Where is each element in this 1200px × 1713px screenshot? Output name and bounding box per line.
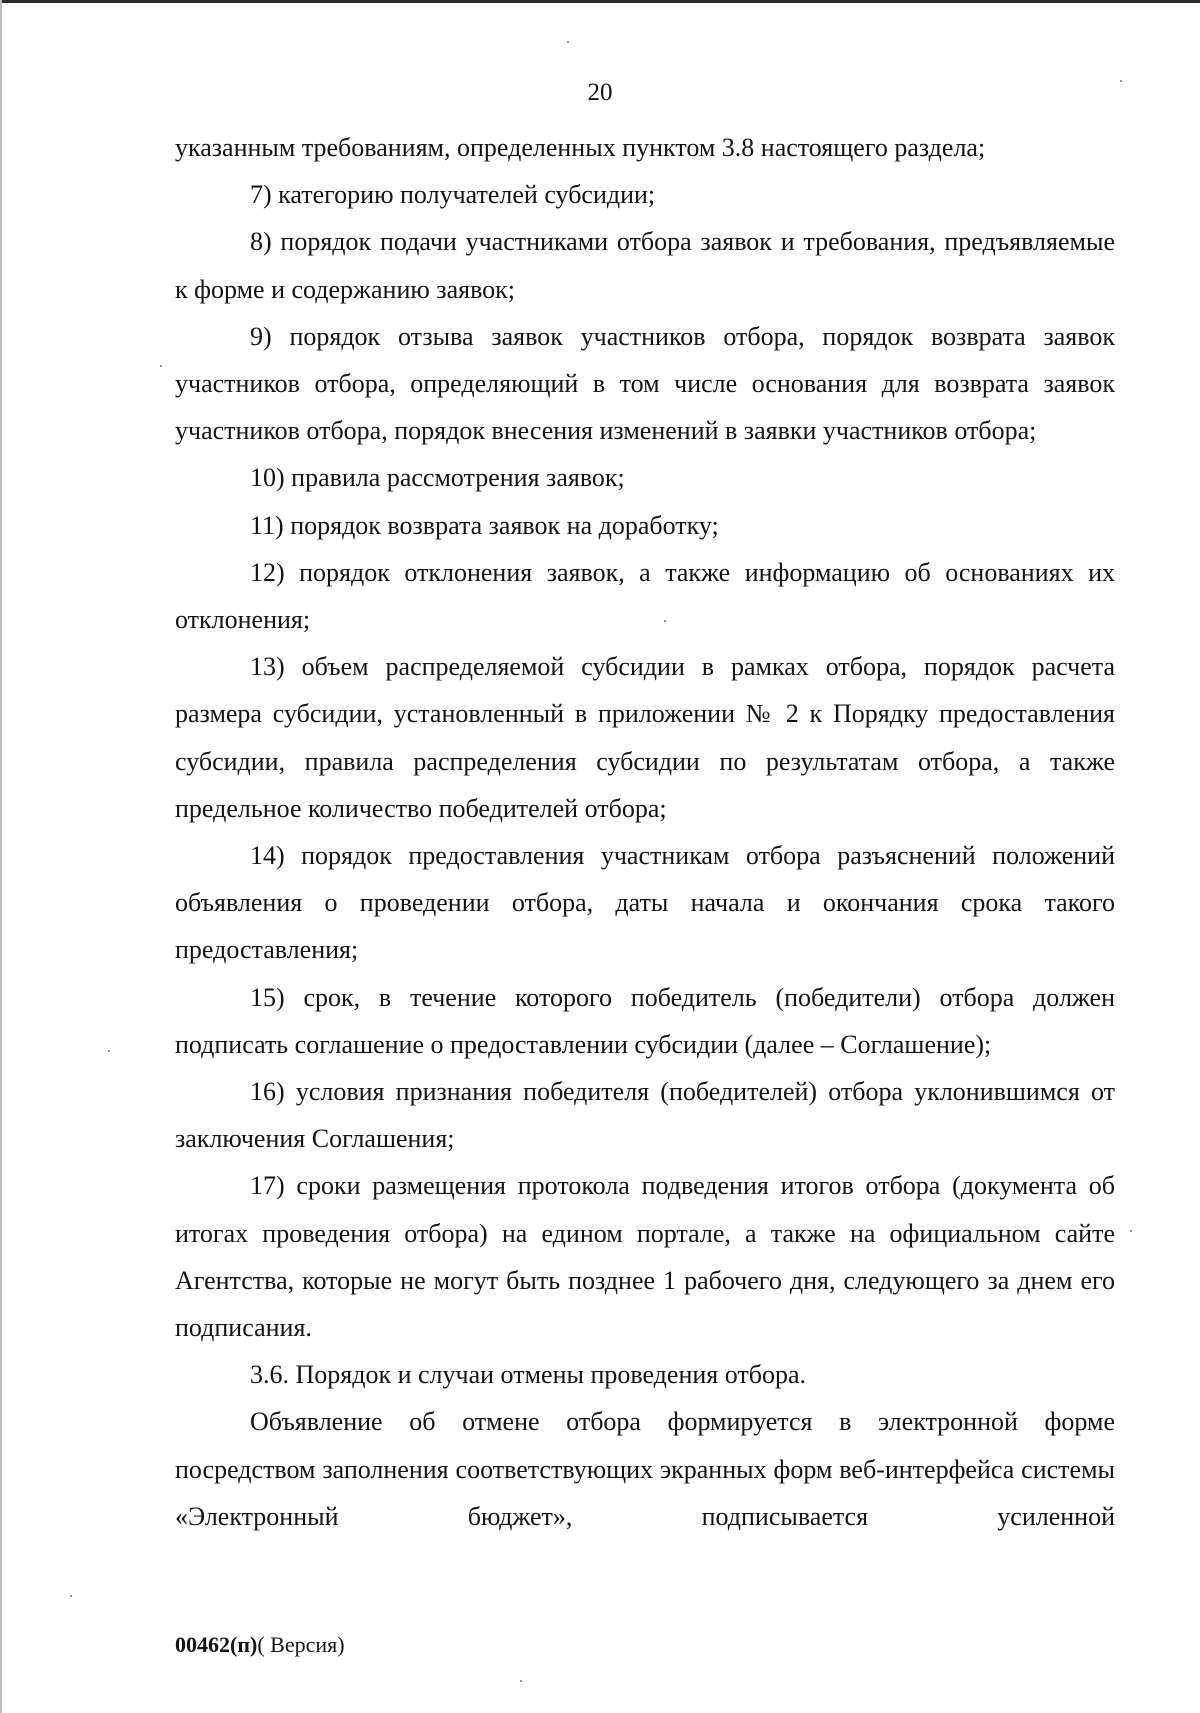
scan-speck bbox=[520, 1680, 522, 1682]
page-number: 20 bbox=[587, 79, 613, 106]
scan-speck bbox=[1130, 1230, 1132, 1232]
scan-speck bbox=[567, 41, 569, 43]
scan-top-edge bbox=[0, 0, 1200, 3]
paragraph: 8) порядок подачи участниками отбора заявок и требования, предъявляемые к форме и содержанию заявок; bbox=[175, 227, 1115, 304]
paragraph: 17) сроки размещения протокола подведения итогов отбора (документа об итогах проведения отбора) на едином портале, а также на официальном сайте Агентства, которые не могут быть позднее 1 рабочего дня, следующего за днем его подписания. bbox=[175, 1171, 1115, 1343]
scan-speck bbox=[664, 620, 666, 622]
paragraph: 11) порядок возврата заявок на доработку; bbox=[250, 510, 719, 540]
paragraph: 14) порядок предоставления участникам отбора разъяснений положений объявления о проведении отбора, даты начала и окончания срока такого предоставления; bbox=[175, 841, 1115, 965]
paragraph: 3.6. Порядок и случаи отмены проведения отбора. bbox=[250, 1360, 807, 1390]
paragraph: 9) порядок отзыва заявок участников отбора, порядок возврата заявок участников отбора, определяющий в том числе основания для возврата заявок участников отбора, порядок внесения изменений в заявки участников отбора; bbox=[175, 321, 1115, 446]
scan-speck bbox=[160, 365, 162, 367]
scan-speck bbox=[70, 1595, 72, 1597]
document-body bbox=[175, 124, 1115, 1540]
document-version: ( Версия) bbox=[257, 1632, 345, 1657]
paragraph: Объявление об отмене отбора формируется в электронной форме посредством заполнения соответствующих экранных форм веб-интерфейса системы «Электронный бюджет», подписывается усиленной bbox=[175, 1407, 1115, 1531]
document-footer bbox=[175, 1631, 345, 1659]
paragraph: 16) условия признания победителя (победителей) отбора уклонившимся от заключения Соглашения; bbox=[175, 1077, 1115, 1154]
paragraph: 7) категорию получателей субсидии; bbox=[250, 180, 656, 210]
document-code: 00462(п) bbox=[175, 1632, 258, 1657]
paragraph: 15) срок, в течение которого победитель (победители) отбора должен подписать соглашение о предоставлении субсидии (далее – Соглашение); bbox=[175, 982, 1115, 1059]
paragraph: 13) объем распределяемой субсидии в рамках отбора, порядок расчета размера субсидии, установленный в приложении № 2 к Порядку предоставления субсидии, правила распределения субсидии по результатам отбора, а также предельное количество победителей отбора; bbox=[175, 652, 1115, 823]
paragraph: 10) правила рассмотрения заявок; bbox=[250, 463, 625, 493]
scan-speck bbox=[108, 1050, 110, 1052]
scan-left-edge bbox=[0, 0, 2, 1713]
paragraph: указанным требованиям, определенных пунктом 3.8 настоящего раздела; bbox=[175, 133, 986, 162]
paragraph: 12) порядок отклонения заявок, а также информацию об основаниях их отклонения; bbox=[175, 557, 1115, 635]
scan-speck bbox=[1120, 80, 1122, 82]
